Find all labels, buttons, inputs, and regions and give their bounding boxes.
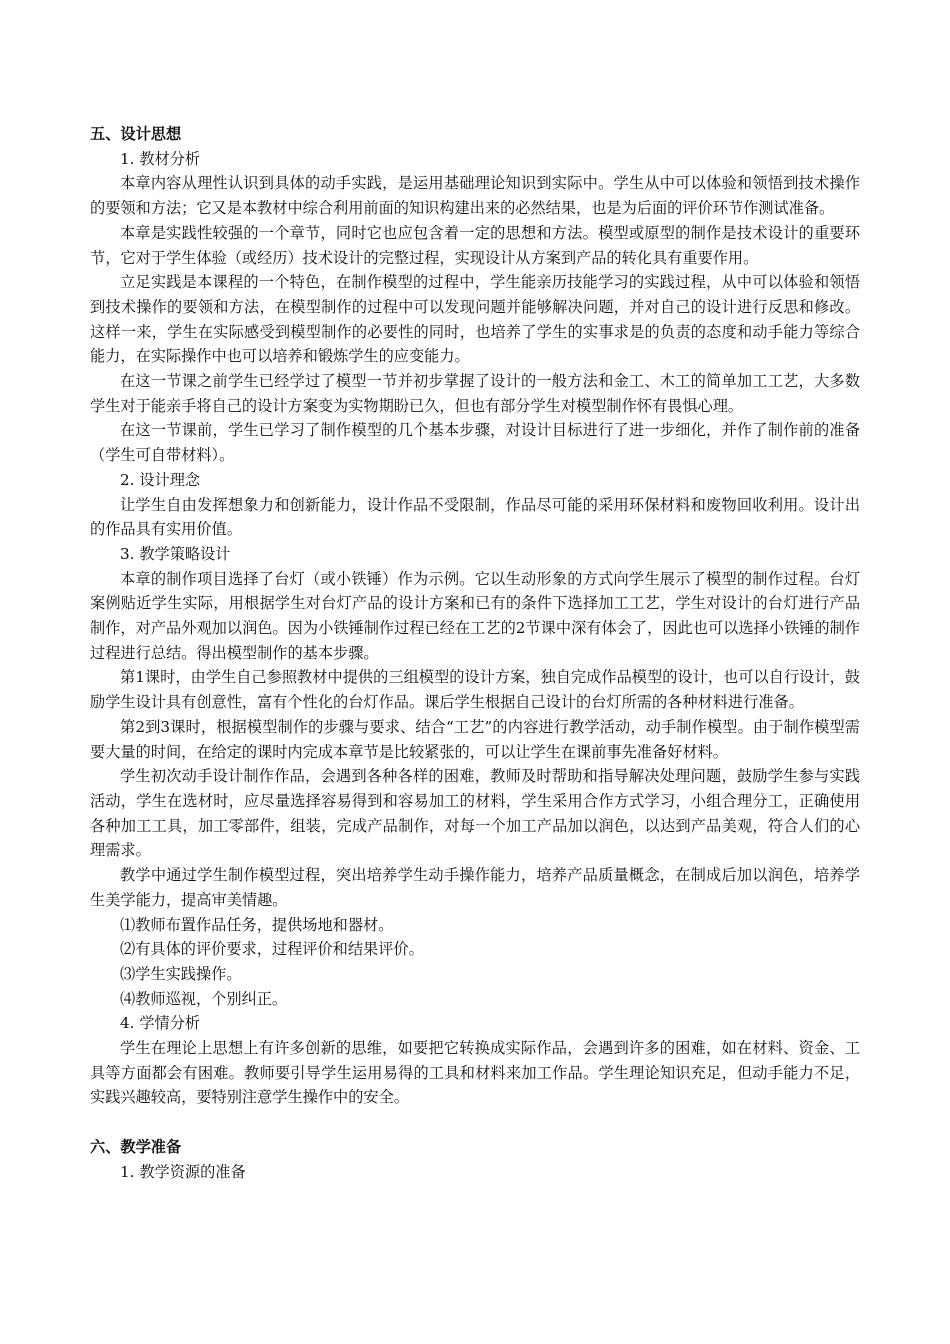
paragraph: 本章的制作项目选择了台灯（或小铁锤）作为示例。它以生动形象的方式向学生展示了模型的制作过程。台灯案例贴近学生实际，用根据学生对台灯产品的设计方案和已有的条件下选择加工工艺，学生对设计的台灯进行产品制作，对产品外观加以润色。因为小铁锤制作过程已经在工艺的2节课中深有体会了，因此也可以选择小铁锤的制作过程进行总结。得出模型制作的基本步骤。	[90, 569, 860, 662]
paragraph: 在这一节课之前学生已经学过了模型一节并初步掌握了设计的一般方法和金工、木工的简单加工工艺，大多数学生对于能亲手将自己的设计方案变为实物期盼已久，但也有部分学生对模型制作怀有畏惧心理。	[90, 372, 860, 415]
paragraph: 在这一节课前，学生已学习了制作模型的几个基本步骤，对设计目标进行了进一步细化，并作了制作前的准备（学生可自带材料）。	[90, 421, 860, 465]
subsection-heading: 4. 学情分析	[120, 1014, 201, 1033]
spacer	[90, 1110, 860, 1135]
document-page	[90, 122, 860, 1184]
list-item: ⑵有具体的评价要求，过程评价和结果评价。	[120, 940, 424, 959]
paragraph: 第2到3课时，根据模型制作的步骤与要求、结合“工艺”的内容进行教学活动，动手制作模型。由于制作模型需要大量的时间，在给定的课时内完成本章节是比较紧张的，可以让学生在课前事先准备好材料。	[90, 717, 860, 761]
paragraph: 立足实践是本课程的一个特色，在制作模型的过程中，学生能亲历技能学习的实践过程，从中可以体验和领悟到技术操作的要领和方法，在模型制作的过程中可以发现问题并能够解决问题，并对自己的设计进行反思和修改。这样一来，学生在实际感受到模型制作的必要性的同时，也培养了学生的实事求是的负责的态度和动手能力等综合能力，在实际操作中也可以培养和锻炼学生的应变能力。	[90, 273, 860, 366]
paragraph: 让学生自由发挥想象力和创新能力，设计作品不受限制，作品尽可能的采用环保材料和废物回收利用。设计出的作品具有实用价值。	[90, 495, 860, 539]
list-item: ⑴教师布置作品任务，提供场地和器材。	[120, 915, 394, 934]
paragraph: 教学中通过学生制作模型过程，突出培养学生动手操作能力，培养产品质量概念，在制成后加以润色，培养学生美学能力，提高审美情趣。	[90, 866, 860, 909]
section-heading: 六、教学准备	[90, 1137, 182, 1156]
list-item: ⑷教师巡视，个别纠正。	[120, 989, 288, 1008]
paragraph: 本章内容从理性认识到具体的动手实践，是运用基础理论知识到实际中。学生从中可以体验和领悟到技术操作的要领和方法；它又是本教材中综合利用前面的知识构建出来的必然结果，也是为后面的评价环节作测试准备。	[90, 174, 860, 218]
section-heading: 五、设计思想	[90, 125, 182, 143]
paragraph: 第1课时，由学生自己参照教材中提供的三组模型的设计方案，独自完成作品模型的设计，也可以自行设计，鼓励学生设计具有创意性，富有个性化的台灯作品。课后学生根据自己设计的台灯所需的各种材料进行准备。	[90, 668, 860, 712]
subsection-heading: 3. 教学策略设计	[120, 544, 231, 563]
paragraph: 学生在理论上思想上有许多创新的思维，如要把它转换成实际作品，会遇到许多的困难，如在材料、资金、工具等方面都会有困难。教师要引导学生运用易得的工具和材料来加工作品。学生理论知识充足，但动手能力不足，实践兴趣较高，要特别注意学生操作中的安全。	[90, 1039, 860, 1107]
list-item: ⑶学生实践操作。	[120, 964, 242, 983]
subsection-heading: 2. 设计理念	[120, 470, 201, 489]
subsection-heading: 1. 教材分析	[120, 149, 201, 168]
paragraph: 本章是实践性较强的一个章节，同时它也应包含着一定的思想和方法。模型或原型的制作是技术设计的重要环节，它对于学生体验（或经历）技术设计的完整过程，实现设计从方案到产品的转化具有重要作用。	[90, 223, 860, 267]
paragraph: 学生初次动手设计制作作品，会遇到各种各样的困难，教师及时帮助和指导解决处理问题，鼓励学生参与实践活动，学生在选材时，应尽量选择容易得到和容易加工的材料，学生采用合作方式学习，小组合理分工，正确使用各种加工工具，加工零部件，组装，完成产品制作，对每一个加工产品加以润色，以达到产品美观，符合人们的心理需求。	[90, 767, 860, 860]
subsection-heading: 1. 教学资源的准备	[120, 1162, 246, 1181]
